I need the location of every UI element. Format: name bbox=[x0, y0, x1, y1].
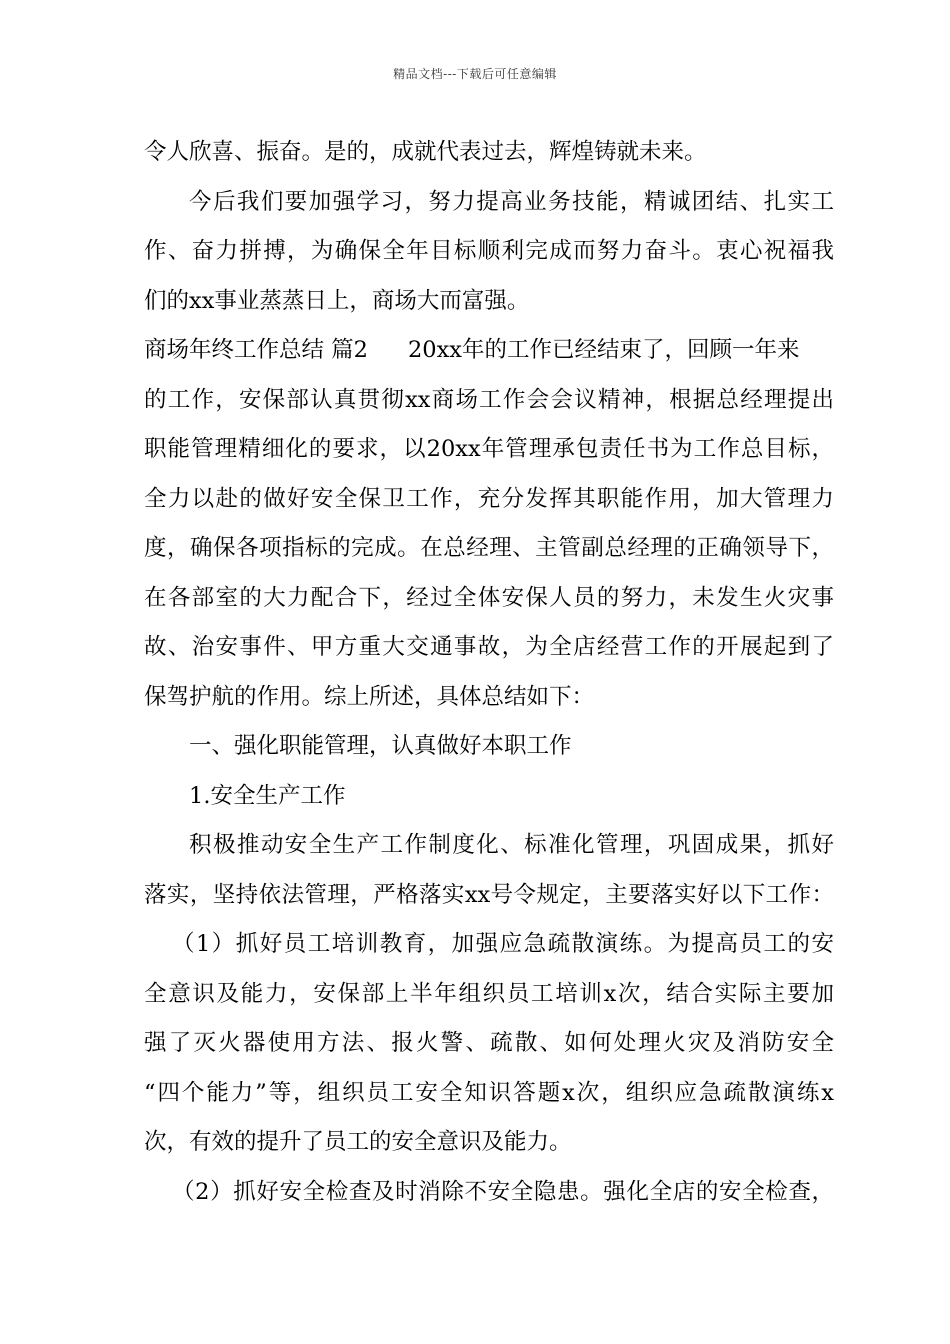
document-body bbox=[144, 128, 834, 1217]
list-item-text: （2）抓好安全检查及时消除不安全隐患。强化全店的安全检查， bbox=[172, 1178, 834, 1205]
heading-level-2: 1.安全生产工作 bbox=[189, 782, 346, 809]
text-line: 强了灭火器使用方法、报火警、疏散、如何处理火灾及消防安全 bbox=[144, 1030, 834, 1056]
page-header: 精品文档---下载后可任意编辑 bbox=[393, 67, 557, 81]
section-heading-row bbox=[144, 326, 834, 376]
text-line: 故、治安事件、甲方重大交通事故，为全店经营工作的开展起到了 bbox=[144, 634, 834, 660]
text-line: 积极推动安全生产工作制度化、标准化管理，巩固成果，抓好 bbox=[189, 832, 834, 858]
heading-level-1: 一、强化职能管理，认真做好本职工作 bbox=[189, 733, 572, 759]
text-line: 们的xx事业蒸蒸日上，商场大而富强。 bbox=[144, 287, 530, 314]
text-line: 令人欣喜、振奋。是的，成就代表过去，辉煌铸就未来。 bbox=[144, 139, 707, 165]
text-line: 职能管理精细化的要求，以20xx年管理承包责任书为工作总目标， bbox=[144, 436, 834, 462]
list-item-text: （1）抓好员工培训教育，加强应急疏散演练。为提高员工的安 bbox=[172, 931, 834, 957]
text-line: 全意识及能力，安保部上半年组织员工培训x次，结合实际主要加 bbox=[144, 980, 834, 1007]
text-line: 今后我们要加强学习，努力提高业务技能，精诚团结、扎实工 bbox=[189, 188, 834, 215]
text-line: 全力以赴的做好安全保卫工作，充分发挥其职能作用，加大管理力 bbox=[144, 485, 834, 512]
text-line: 度，确保各项指标的完成。在总经理、主管副总经理的正确领导下， bbox=[144, 535, 834, 561]
text-line: 保驾护航的作用。综上所述，具体总结如下： bbox=[144, 683, 595, 710]
text-line: 的工作，安保部认真贯彻xx商场工作会会议精神，根据总经理提出 bbox=[144, 386, 834, 413]
section-title: 商场年终工作总结 篇2 bbox=[144, 337, 368, 363]
text-line: 20xx年的工作已经结束了，回顾一年来 bbox=[407, 337, 800, 363]
text-line: 落实，坚持依法管理，严格落实xx号令规定，主要落实好以下工作： bbox=[144, 881, 834, 908]
text-line: 在各部室的大力配合下，经过全体安保人员的努力，未发生火灾事 bbox=[144, 584, 834, 611]
text-line: 次，有效的提升了员工的安全意识及能力。 bbox=[144, 1129, 572, 1155]
text-line: “四个能力”等，组织员工安全知识答题x次，组织应急疏散演练x bbox=[144, 1079, 834, 1106]
text-line: 作、奋力拼搏，为确保全年目标顺利完成而努力奋斗。衷心祝福我 bbox=[144, 238, 834, 264]
spacer bbox=[368, 326, 408, 376]
